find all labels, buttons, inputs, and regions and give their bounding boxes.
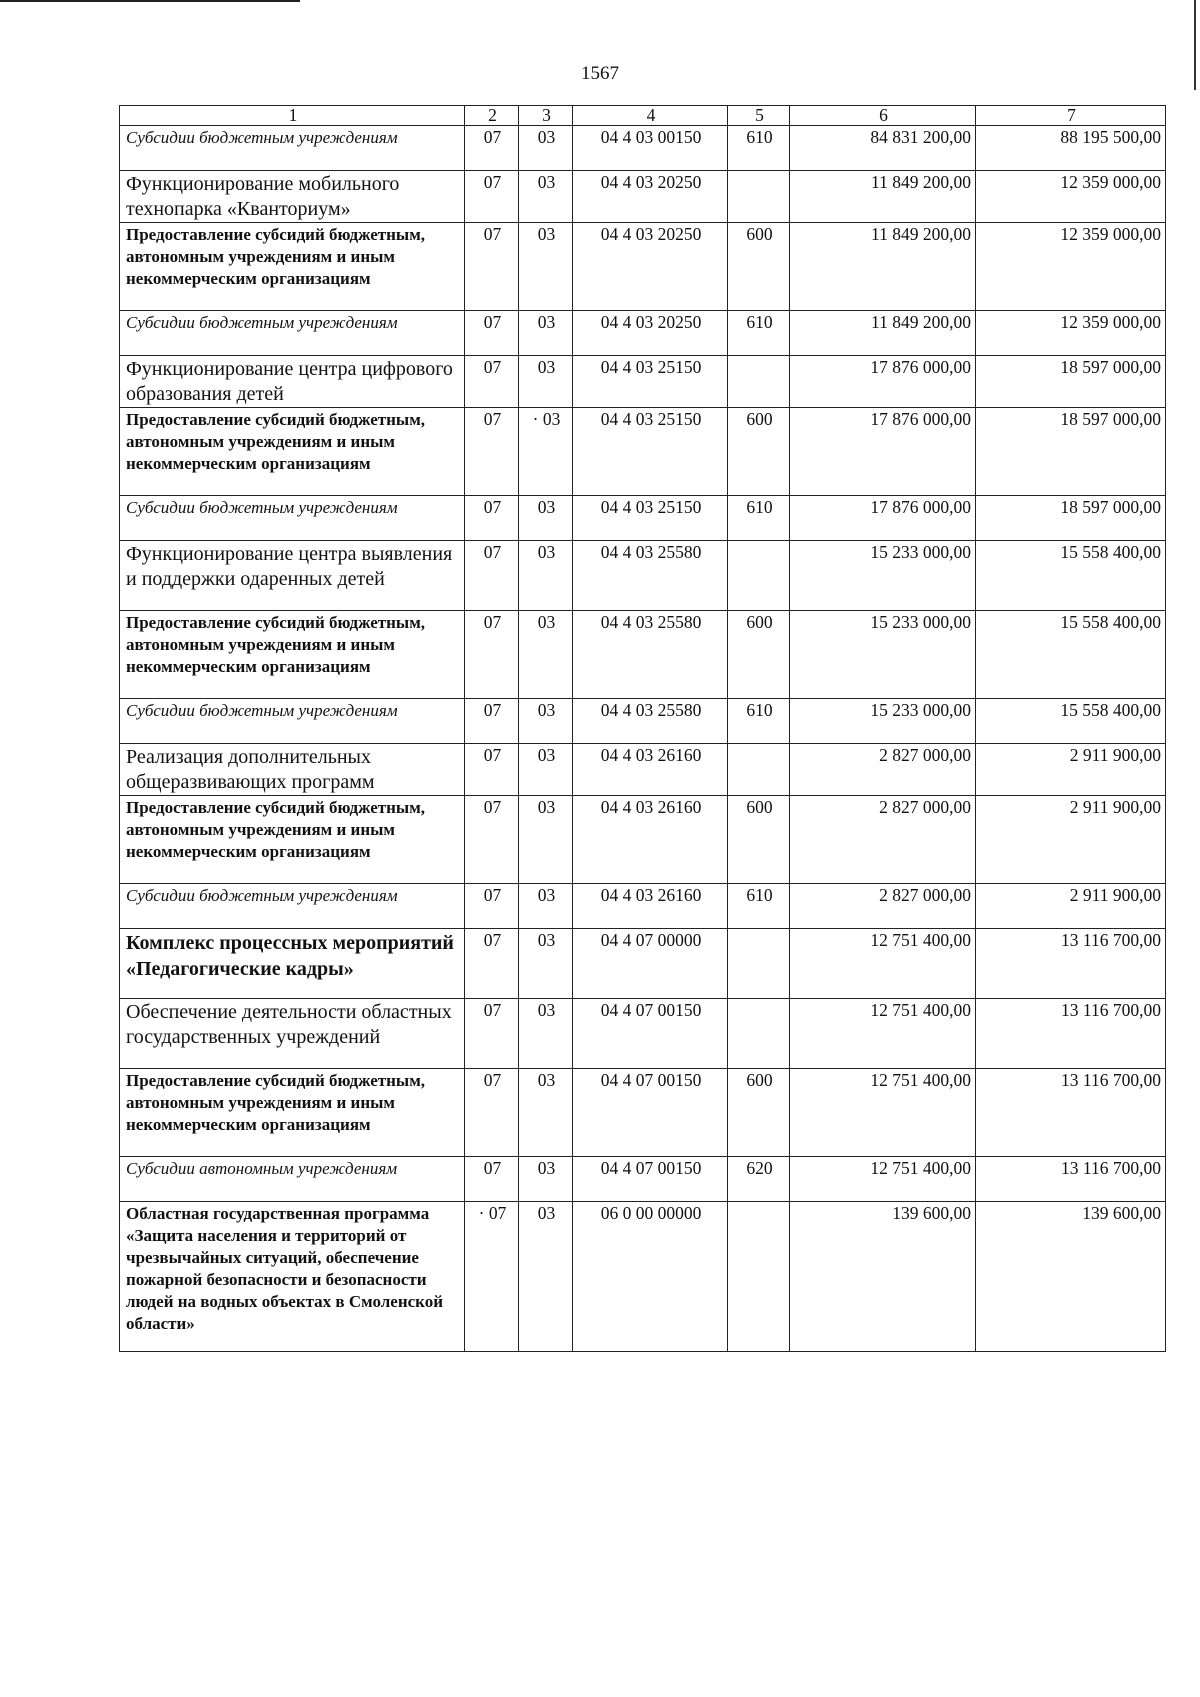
row-name-text: Субсидии бюджетным учреждениям <box>126 498 398 517</box>
row-cell-col3: 03 <box>519 541 573 611</box>
row-cell-col2: 07 <box>465 884 519 929</box>
row-cell-col3: 03 <box>519 1157 573 1202</box>
row-cell-col2: · 07 <box>465 1202 519 1352</box>
table-row <box>120 744 1166 796</box>
row-cell-col5: 610 <box>728 311 790 356</box>
row-cell-col2: 07 <box>465 496 519 541</box>
row-name-cell <box>120 1157 465 1202</box>
table-row <box>120 496 1166 541</box>
row-name-text: Субсидии бюджетным учреждениям <box>126 128 398 147</box>
row-name-cell <box>120 126 465 171</box>
row-name-cell <box>120 541 465 611</box>
row-name-cell <box>120 356 465 408</box>
row-cell-col5 <box>728 171 790 223</box>
row-cell-col2: 07 <box>465 999 519 1069</box>
row-cell-col7: 18 597 000,00 <box>976 356 1166 408</box>
row-cell-col4: 06 0 00 00000 <box>573 1202 728 1352</box>
row-cell-col3: 03 <box>519 223 573 311</box>
row-cell-col2: 07 <box>465 1069 519 1157</box>
row-cell-col3: 03 <box>519 1202 573 1352</box>
row-cell-col6: 12 751 400,00 <box>790 1069 976 1157</box>
table-row <box>120 356 1166 408</box>
row-cell-col7: 13 116 700,00 <box>976 1157 1166 1202</box>
row-name-text: Функционирование центра цифрового образования детей <box>126 358 453 405</box>
table-row <box>120 699 1166 744</box>
row-name-cell <box>120 611 465 699</box>
row-name-text: Предоставление субсидий бюджетным, автономным учреждениям и иным некоммерческим организациям <box>126 410 426 473</box>
row-name-text: Предоставление субсидий бюджетным, автономным учреждениям и иным некоммерческим организациям <box>126 1071 426 1134</box>
row-cell-col2: 07 <box>465 311 519 356</box>
row-cell-col4: 04 4 03 26160 <box>573 744 728 796</box>
row-cell-col2: 07 <box>465 126 519 171</box>
row-cell-col6: 2 827 000,00 <box>790 796 976 884</box>
row-cell-col7: 139 600,00 <box>976 1202 1166 1352</box>
row-cell-col7: 12 359 000,00 <box>976 223 1166 311</box>
row-cell-col4: 04 4 03 26160 <box>573 884 728 929</box>
row-name-cell <box>120 1069 465 1157</box>
table-row <box>120 1069 1166 1157</box>
row-cell-col3: 03 <box>519 1069 573 1157</box>
table-row <box>120 611 1166 699</box>
row-name-cell <box>120 496 465 541</box>
row-cell-col6: 17 876 000,00 <box>790 356 976 408</box>
row-cell-col4: 04 4 03 26160 <box>573 796 728 884</box>
row-cell-col3: 03 <box>519 999 573 1069</box>
row-cell-col3: 03 <box>519 496 573 541</box>
row-cell-col5: 600 <box>728 408 790 496</box>
row-name-cell <box>120 999 465 1069</box>
row-cell-col3: 03 <box>519 699 573 744</box>
table-row <box>120 999 1166 1069</box>
row-cell-col5: 610 <box>728 699 790 744</box>
row-cell-col3: 03 <box>519 171 573 223</box>
row-name-cell <box>120 929 465 999</box>
row-cell-col4: 04 4 03 20250 <box>573 311 728 356</box>
row-cell-col3: · 03 <box>519 408 573 496</box>
row-cell-col3: 03 <box>519 929 573 999</box>
row-cell-col6: 15 233 000,00 <box>790 541 976 611</box>
row-cell-col3: 03 <box>519 796 573 884</box>
row-cell-col7: 13 116 700,00 <box>976 929 1166 999</box>
row-cell-col5: 610 <box>728 884 790 929</box>
row-cell-col5: 600 <box>728 611 790 699</box>
row-name-cell <box>120 223 465 311</box>
row-name-text: Областная государственная программа «Защита населения и территорий от чрезвычайных ситуаций, обеспечение пожарной безопасности и безопасности людей на водных объектах в Смоленской области» <box>126 1204 444 1333</box>
row-cell-col5 <box>728 541 790 611</box>
row-cell-col4: 04 4 03 25150 <box>573 496 728 541</box>
row-cell-col6: 15 233 000,00 <box>790 699 976 744</box>
row-name-text: Субсидии бюджетным учреждениям <box>126 701 398 720</box>
row-name-cell <box>120 311 465 356</box>
row-cell-col5: 600 <box>728 796 790 884</box>
row-name-text: Функционирование центра выявления и поддержки одаренных детей <box>126 543 453 590</box>
row-cell-col4: 04 4 03 20250 <box>573 171 728 223</box>
row-cell-col6: 2 827 000,00 <box>790 884 976 929</box>
row-cell-col2: 07 <box>465 744 519 796</box>
table-row <box>120 1202 1166 1352</box>
table-body <box>120 106 1166 1352</box>
table-row <box>120 223 1166 311</box>
row-cell-col5 <box>728 1202 790 1352</box>
page-number: 1567 <box>581 63 619 84</box>
row-cell-col5: 600 <box>728 1069 790 1157</box>
row-name-cell <box>120 796 465 884</box>
row-cell-col3: 03 <box>519 744 573 796</box>
row-cell-col7: 12 359 000,00 <box>976 311 1166 356</box>
row-cell-col4: 04 4 07 00000 <box>573 929 728 999</box>
table-row <box>120 884 1166 929</box>
row-cell-col6: 17 876 000,00 <box>790 496 976 541</box>
table-row <box>120 126 1166 171</box>
row-cell-col7: 88 195 500,00 <box>976 126 1166 171</box>
table-row <box>120 929 1166 999</box>
table-row <box>120 408 1166 496</box>
row-cell-col3: 03 <box>519 356 573 408</box>
row-cell-col2: 07 <box>465 171 519 223</box>
row-cell-col7: 12 359 000,00 <box>976 171 1166 223</box>
header-cell-2: 2 <box>465 106 519 126</box>
header-cell-4: 4 <box>573 106 728 126</box>
header-cell-7: 7 <box>976 106 1166 126</box>
row-cell-col6: 2 827 000,00 <box>790 744 976 796</box>
row-cell-col2: 07 <box>465 408 519 496</box>
row-cell-col4: 04 4 03 00150 <box>573 126 728 171</box>
row-cell-col2: 07 <box>465 1157 519 1202</box>
row-cell-col2: 07 <box>465 796 519 884</box>
row-cell-col6: 11 849 200,00 <box>790 171 976 223</box>
header-cell-6: 6 <box>790 106 976 126</box>
row-cell-col2: 07 <box>465 611 519 699</box>
row-cell-col4: 04 4 03 25580 <box>573 611 728 699</box>
row-cell-col4: 04 4 03 25580 <box>573 699 728 744</box>
row-cell-col6: 11 849 200,00 <box>790 223 976 311</box>
row-cell-col4: 04 4 03 25150 <box>573 356 728 408</box>
row-cell-col7: 18 597 000,00 <box>976 408 1166 496</box>
row-cell-col5 <box>728 356 790 408</box>
table-header-row <box>120 106 1166 126</box>
row-cell-col4: 04 4 07 00150 <box>573 1157 728 1202</box>
row-cell-col5: 610 <box>728 126 790 171</box>
row-cell-col2: 07 <box>465 699 519 744</box>
row-name-text: Реализация дополнительных общеразвивающих программ <box>126 746 375 793</box>
row-cell-col7: 15 558 400,00 <box>976 699 1166 744</box>
row-name-text: Субсидии бюджетным учреждениям <box>126 313 398 332</box>
row-cell-col3: 03 <box>519 311 573 356</box>
row-cell-col7: 13 116 700,00 <box>976 999 1166 1069</box>
row-name-cell <box>120 171 465 223</box>
row-name-text: Субсидии автономным учреждениям <box>126 1159 398 1178</box>
row-cell-col6: 12 751 400,00 <box>790 1157 976 1202</box>
row-cell-col7: 2 911 900,00 <box>976 796 1166 884</box>
row-cell-col2: 07 <box>465 929 519 999</box>
row-cell-col4: 04 4 03 20250 <box>573 223 728 311</box>
row-cell-col7: 2 911 900,00 <box>976 884 1166 929</box>
row-cell-col2: 07 <box>465 223 519 311</box>
row-name-text: Функционирование мобильного технопарка «Кванториум» <box>126 173 400 220</box>
top-rule <box>0 0 300 2</box>
row-cell-col5: 620 <box>728 1157 790 1202</box>
row-cell-col6: 12 751 400,00 <box>790 929 976 999</box>
row-name-text: Предоставление субсидий бюджетным, автономным учреждениям и иным некоммерческим организациям <box>126 225 426 288</box>
row-cell-col7: 15 558 400,00 <box>976 611 1166 699</box>
row-name-text: Субсидии бюджетным учреждениям <box>126 886 398 905</box>
row-cell-col7: 2 911 900,00 <box>976 744 1166 796</box>
row-name-cell <box>120 699 465 744</box>
header-cell-5: 5 <box>728 106 790 126</box>
row-cell-col5 <box>728 744 790 796</box>
row-cell-col7: 15 558 400,00 <box>976 541 1166 611</box>
budget-table <box>119 105 1166 1352</box>
row-cell-col6: 84 831 200,00 <box>790 126 976 171</box>
row-name-cell <box>120 744 465 796</box>
row-cell-col6: 12 751 400,00 <box>790 999 976 1069</box>
row-cell-col2: 07 <box>465 541 519 611</box>
row-cell-col5 <box>728 929 790 999</box>
table-row <box>120 796 1166 884</box>
row-name-cell <box>120 884 465 929</box>
row-cell-col4: 04 4 07 00150 <box>573 1069 728 1157</box>
row-cell-col4: 04 4 07 00150 <box>573 999 728 1069</box>
row-name-text: Предоставление субсидий бюджетным, автономным учреждениям и иным некоммерческим организациям <box>126 798 426 861</box>
row-cell-col7: 18 597 000,00 <box>976 496 1166 541</box>
row-name-text: Комплекс процессных мероприятий «Педагогические кадры» <box>126 932 454 980</box>
row-cell-col3: 03 <box>519 611 573 699</box>
row-name-text: Обеспечение деятельности областных государственных учреждений <box>126 1001 452 1048</box>
header-cell-1: 1 <box>120 106 465 126</box>
row-name-cell <box>120 1202 465 1352</box>
row-cell-col3: 03 <box>519 884 573 929</box>
table-row <box>120 311 1166 356</box>
row-cell-col5: 600 <box>728 223 790 311</box>
table-row <box>120 171 1166 223</box>
row-cell-col7: 13 116 700,00 <box>976 1069 1166 1157</box>
row-name-cell <box>120 408 465 496</box>
row-cell-col3: 03 <box>519 126 573 171</box>
row-cell-col4: 04 4 03 25580 <box>573 541 728 611</box>
table-row <box>120 1157 1166 1202</box>
header-cell-3: 3 <box>519 106 573 126</box>
row-cell-col2: 07 <box>465 356 519 408</box>
row-cell-col6: 15 233 000,00 <box>790 611 976 699</box>
row-name-text: Предоставление субсидий бюджетным, автономным учреждениям и иным некоммерческим организациям <box>126 613 426 676</box>
row-cell-col6: 17 876 000,00 <box>790 408 976 496</box>
row-cell-col6: 11 849 200,00 <box>790 311 976 356</box>
table-row <box>120 541 1166 611</box>
row-cell-col5 <box>728 999 790 1069</box>
row-cell-col4: 04 4 03 25150 <box>573 408 728 496</box>
row-cell-col6: 139 600,00 <box>790 1202 976 1352</box>
row-cell-col5: 610 <box>728 496 790 541</box>
